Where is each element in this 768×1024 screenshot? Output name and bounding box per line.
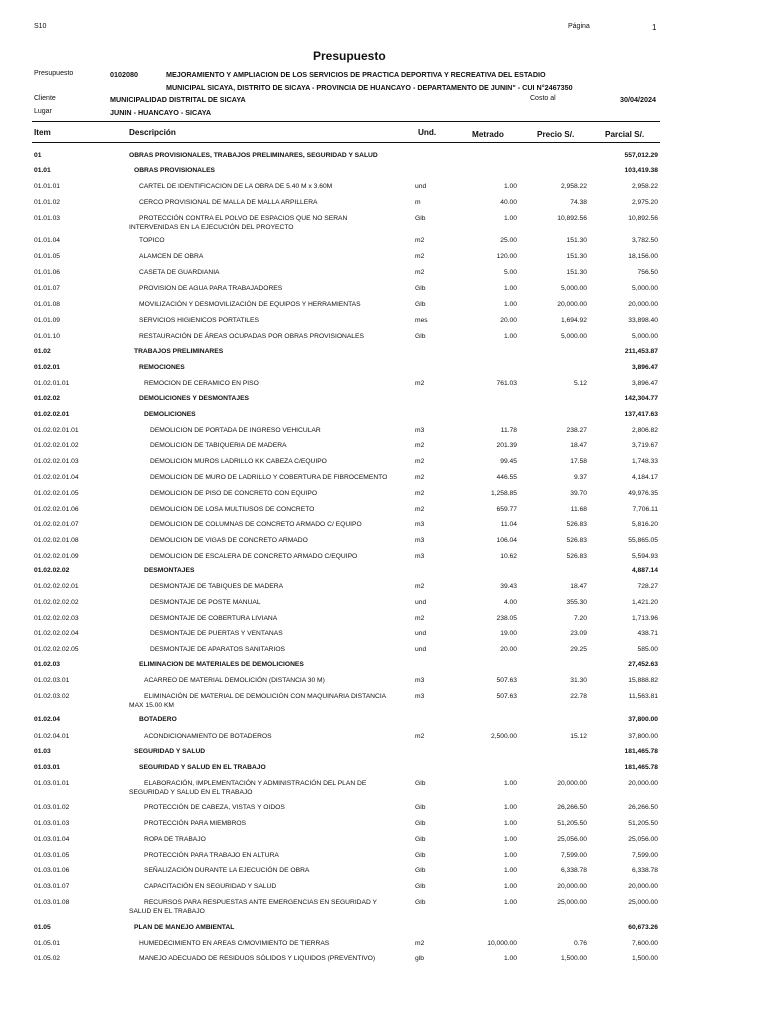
- item-code: 01.02.02.01.06: [34, 506, 79, 513]
- item-code: 01.01.05: [34, 253, 61, 260]
- unit: m2: [415, 237, 425, 244]
- item-description: PROTECCIÓN PARA MIEMBROS: [144, 820, 247, 827]
- parcial: 3,782.50: [631, 237, 658, 244]
- unit: Glb: [415, 215, 426, 222]
- metrado: 5.00: [503, 269, 517, 276]
- item-description: BOTADERO: [139, 716, 177, 723]
- item-description: MOVILIZACIÓN Y DESMOVILIZACIÓN DE EQUIPOS Y HERRAMIENTAS: [139, 301, 361, 308]
- item-code: 01.02.02.02: [34, 567, 70, 574]
- parcial: 15,888.82: [628, 677, 658, 684]
- metrado: 1.00: [503, 820, 517, 827]
- col-header-und: Und.: [418, 128, 437, 137]
- parcial: 20,000.00: [628, 883, 658, 890]
- parcial: 103,419.38: [624, 167, 658, 174]
- precio: 0.76: [573, 940, 587, 947]
- item-description: SEGURIDAD Y SALUD EN EL TRABAJO: [139, 764, 266, 771]
- item-code: 01.02.02.01.01: [34, 427, 79, 434]
- precio: 10,892.56: [557, 215, 587, 222]
- item-code: 01.03.01.01: [34, 780, 70, 787]
- metrado: 4.00: [503, 599, 517, 606]
- item-description: RECURSOS PARA RESPUESTAS ANTE EMERGENCIAS EN SEGURIDAD Y: [144, 899, 377, 906]
- unit: m3: [415, 553, 425, 560]
- unit: Glb: [415, 820, 426, 827]
- item-code: 01.03.01.03: [34, 820, 70, 827]
- parcial: 7,600.00: [631, 940, 658, 947]
- metrado: 99.45: [500, 458, 517, 465]
- precio: 25,000.00: [557, 899, 587, 906]
- parcial: 5,594.93: [631, 553, 658, 560]
- metrado: 1.00: [503, 867, 517, 874]
- parcial: 6,338.78: [631, 867, 658, 874]
- metrado: 659.77: [496, 506, 517, 513]
- precio: 51,205.50: [557, 820, 587, 827]
- unit: m2: [415, 458, 425, 465]
- cliente-value: MUNICIPALIDAD DISTRITAL DE SICAYA: [110, 95, 246, 104]
- parcial: 585.00: [637, 646, 658, 653]
- item-code: 01.02.02.02.02: [34, 599, 79, 606]
- col-header-precio: Precio S/.: [537, 130, 575, 139]
- cliente-label: Cliente: [34, 95, 56, 102]
- unit: und: [415, 183, 427, 190]
- parcial: 10,892.56: [628, 215, 658, 222]
- precio: 22.78: [570, 693, 587, 700]
- item-description-cont: INTERVENIDAS EN LA EJECUCIÓN DEL PROYECTO: [129, 224, 294, 231]
- parcial: 55,865.05: [628, 537, 658, 544]
- unit: Glb: [415, 836, 426, 843]
- precio: 1,500.00: [560, 955, 587, 962]
- unit: m3: [415, 677, 425, 684]
- item-description: REMOCIONES: [139, 364, 185, 371]
- unit: m2: [415, 253, 425, 260]
- metrado: 1.00: [503, 804, 517, 811]
- metrado: 1.00: [503, 899, 517, 906]
- unit: Glb: [415, 333, 426, 340]
- parcial: 25,056.00: [628, 836, 658, 843]
- metrado: 1.00: [503, 333, 517, 340]
- item-code: 01.02.02.01.07: [34, 521, 79, 528]
- item-description: OBRAS PROVISIONALES: [134, 167, 216, 174]
- presupuesto-label: Presupuesto: [34, 70, 74, 77]
- item-description: REMOCION DE CERAMICO EN PISO: [144, 380, 259, 387]
- item-code: 01.01.10: [34, 333, 61, 340]
- metrado: 10,000.00: [487, 940, 517, 947]
- precio: 5,000.00: [560, 285, 587, 292]
- parcial: 2,806.82: [631, 427, 658, 434]
- item-description: CASETA DE GUARDIANIA: [139, 269, 220, 276]
- precio: 7.20: [573, 615, 587, 622]
- unit: m3: [415, 427, 425, 434]
- parcial: 181,465.78: [624, 748, 658, 755]
- item-description: ELABORACIÓN, IMPLEMENTACIÓN Y ADMINISTRACIÓN DEL PLAN DE: [144, 780, 367, 787]
- item-description: DEMOLICION DE LOSA MULTIUSOS DE CONCRETO: [150, 506, 315, 513]
- precio: 20,000.00: [557, 301, 587, 308]
- parcial: 4,184.17: [631, 474, 658, 481]
- unit: m3: [415, 537, 425, 544]
- parcial: 20,000.00: [628, 780, 658, 787]
- item-description-cont: SALUD EN EL TRABAJO: [129, 908, 205, 915]
- item-code: 01.02.02.01.04: [34, 474, 79, 481]
- item-description: HUMEDECIMIENTO EN AREAS C/MOVIMIENTO DE TIERRAS: [139, 940, 330, 947]
- unit: Glb: [415, 867, 426, 874]
- item-description: DEMOLICION DE ESCALERA DE CONCRETO ARMADO C/EQUIPO: [150, 553, 358, 560]
- parcial: 1,421.20: [631, 599, 658, 606]
- parcial: 1,500.00: [631, 955, 658, 962]
- precio: 29.25: [570, 646, 587, 653]
- metrado: 1.00: [503, 836, 517, 843]
- metrado: 1.00: [503, 301, 517, 308]
- precio: 151.30: [566, 269, 587, 276]
- parcial: 3,719.67: [631, 442, 658, 449]
- precio: 74.38: [570, 199, 587, 206]
- item-description: TOPICO: [139, 237, 165, 244]
- item-description: DESMONTAJE DE APARATOS SANITARIOS: [150, 646, 286, 653]
- metrado: 11.78: [500, 427, 517, 434]
- metrado: 25.00: [500, 237, 517, 244]
- item-code: 01.02.01.01: [34, 380, 70, 387]
- item-description-cont: SEGURIDAD Y SALUD EN EL TRABAJO: [129, 789, 253, 796]
- metrado: 1.00: [503, 883, 517, 890]
- col-header-descripcion: Descripción: [129, 128, 176, 137]
- costo-date: 30/04/2024: [620, 95, 656, 104]
- item-description: MANEJO ADECUADO DE RESIDUOS SÓLIDOS Y LIQUIDOS (PREVENTIVO): [139, 955, 376, 962]
- precio: 6,338.78: [560, 867, 587, 874]
- page-title: Presupuesto: [313, 49, 386, 63]
- item-code: 01.01.06: [34, 269, 61, 276]
- item-description: OBRAS PROVISIONALES, TRABAJOS PRELIMINARES, SEGURIDAD Y SALUD: [129, 152, 378, 159]
- item-code: 01.02.03.02: [34, 693, 70, 700]
- item-description: ALAMCEN DE OBRA: [139, 253, 204, 260]
- precio: 11.68: [570, 506, 587, 513]
- item-description: DEMOLICION DE PISO DE CONCRETO CON EQUIPO: [150, 490, 318, 497]
- unit: mes: [415, 317, 428, 324]
- unit: Glb: [415, 899, 426, 906]
- item-description: DEMOLICION DE MURO DE LADRILLO Y COBERTURA DE FIBROCEMENTO: [150, 474, 388, 481]
- item-code: 01.01.01: [34, 183, 61, 190]
- parcial: 7,599.00: [631, 852, 658, 859]
- item-code: 01.05.01: [34, 940, 61, 947]
- unit: glb: [415, 955, 424, 962]
- item-description: PROTECCIÓN DE CABEZA, VISTAS Y OIDOS: [144, 804, 285, 811]
- unit: m2: [415, 583, 425, 590]
- parcial: 18,156.00: [628, 253, 658, 260]
- unit: Glb: [415, 285, 426, 292]
- parcial: 1,748.33: [631, 458, 658, 465]
- parcial: 137,417.63: [624, 411, 658, 418]
- col-header-item: Item: [34, 128, 51, 137]
- item-code: 01.02.03.01: [34, 677, 70, 684]
- precio: 355.30: [566, 599, 587, 606]
- precio: 5,000.00: [560, 333, 587, 340]
- parcial: 5,000.00: [631, 333, 658, 340]
- precio: 151.30: [566, 237, 587, 244]
- parcial: 33,898.40: [628, 317, 658, 324]
- metrado: 1.00: [503, 183, 517, 190]
- item-code: 01.01.03: [34, 215, 61, 222]
- precio: 526.83: [566, 537, 587, 544]
- metrado: 10.62: [500, 553, 517, 560]
- parcial: 211,453.87: [624, 348, 658, 355]
- item-description: DESMONTAJE DE TABIQUES DE MADERA: [150, 583, 284, 590]
- unit: und: [415, 630, 427, 637]
- item-code: 01.02.02.01.02: [34, 442, 79, 449]
- unit: m2: [415, 506, 425, 513]
- parcial: 142,304.77: [624, 395, 658, 402]
- precio: 2,958.22: [560, 183, 587, 190]
- unit: m: [415, 199, 421, 206]
- item-description-cont: MAX 15.00 KM: [129, 702, 174, 709]
- metrado: 1.00: [503, 215, 517, 222]
- parcial: 3,896.47: [631, 364, 658, 371]
- project-name-line2: MUNICIPAL SICAYA, DISTRITO DE SICAYA - PROVINCIA DE HUANCAYO - DEPARTAMENTO DE JUNIN" - CUI N°2467350: [166, 83, 573, 92]
- precio: 25,056.00: [557, 836, 587, 843]
- unit: m2: [415, 733, 425, 740]
- item-code: 01.02.02.02.04: [34, 630, 79, 637]
- parcial: 20,000.00: [628, 301, 658, 308]
- precio: 20,000.00: [557, 780, 587, 787]
- metrado: 1.00: [503, 285, 517, 292]
- project-name-line1: MEJORAMIENTO Y AMPLIACION DE LOS SERVICIOS DE PRACTICA DEPORTIVA Y RECREATIVA DEL ESTADIO: [166, 70, 546, 79]
- precio: 31.30: [570, 677, 587, 684]
- item-code: 01.03.01.06: [34, 867, 70, 874]
- col-header-metrado: Metrado: [472, 130, 504, 139]
- item-code: 01.01.08: [34, 301, 61, 308]
- item-code: 01.03.01.04: [34, 836, 70, 843]
- unit: m2: [415, 615, 425, 622]
- item-description: CARTEL DE IDENTIFICACION DE LA OBRA DE 5.40 M x 3.60M: [139, 183, 333, 190]
- unit: Glb: [415, 883, 426, 890]
- item-code: 01.03.01.08: [34, 899, 70, 906]
- item-code: 01.01: [34, 167, 51, 174]
- unit: m2: [415, 940, 425, 947]
- precio: 151.30: [566, 253, 587, 260]
- parcial: 5,816.20: [631, 521, 658, 528]
- metrado: 761.03: [496, 380, 517, 387]
- item-code: 01.03.01.02: [34, 804, 70, 811]
- parcial: 11,563.81: [628, 693, 658, 700]
- item-description: ELIMINACION DE MATERIALES DE DEMOLICIONES: [139, 661, 304, 668]
- precio: 26,266.50: [557, 804, 587, 811]
- item-description: SEÑALIZACIÓN DURANTE LA EJECUCIÓN DE OBRA: [144, 867, 310, 874]
- parcial: 756.50: [637, 269, 658, 276]
- item-code: 01.01.04: [34, 237, 61, 244]
- lugar-value: JUNIN - HUANCAYO - SICAYA: [110, 108, 212, 117]
- item-code: 01.02.04: [34, 716, 61, 723]
- item-description: CAPACITACIÓN EN SEGURIDAD Y SALUD: [144, 883, 277, 890]
- metrado: 106.04: [496, 537, 517, 544]
- item-code: 01.02.02.02.05: [34, 646, 79, 653]
- precio: 20,000.00: [557, 883, 587, 890]
- unit: Glb: [415, 804, 426, 811]
- parcial: 181,465.78: [624, 764, 658, 771]
- parcial: 37,800.00: [628, 716, 658, 723]
- parcial: 2,958.22: [631, 183, 658, 190]
- parcial: 1,713.96: [631, 615, 658, 622]
- unit: m2: [415, 490, 425, 497]
- item-description: DEMOLICION MUROS LADRILLO KK CABEZA C/EQUIPO: [150, 458, 327, 465]
- parcial: 728.27: [637, 583, 658, 590]
- metrado: 507.63: [496, 693, 517, 700]
- costo-label: Costo al: [530, 95, 556, 102]
- item-code: 01.03.01.07: [34, 883, 70, 890]
- item-description: DEMOLICION DE COLUMNAS DE CONCRETO ARMADO C/ EQUIPO: [150, 521, 362, 528]
- unit: m2: [415, 380, 425, 387]
- metrado: 120.00: [496, 253, 517, 260]
- precio: 17.58: [570, 458, 587, 465]
- precio: 39.70: [570, 490, 587, 497]
- parcial: 4,887.14: [631, 567, 658, 574]
- item-code: 01.05: [34, 924, 51, 931]
- item-description: DESMONTAJES: [144, 567, 195, 574]
- item-description: DEMOLICION DE PORTADA DE INGRESO VEHICULAR: [150, 427, 321, 434]
- item-code: 01.02: [34, 348, 51, 355]
- parcial: 49,976.35: [628, 490, 658, 497]
- unit: Glb: [415, 301, 426, 308]
- item-code: 01.02.02.01: [34, 411, 70, 418]
- metrado: 19.00: [500, 630, 517, 637]
- metrado: 201.39: [496, 442, 517, 449]
- metrado: 40.00: [500, 199, 517, 206]
- metrado: 11.04: [500, 521, 517, 528]
- metrado: 39.43: [500, 583, 517, 590]
- parcial: 25,000.00: [628, 899, 658, 906]
- parcial: 2,975.20: [631, 199, 658, 206]
- precio: 15.12: [570, 733, 587, 740]
- item-code: 01.02.04.01: [34, 733, 70, 740]
- parcial: 5,000.00: [631, 285, 658, 292]
- unit: m2: [415, 442, 425, 449]
- page-number: 1: [652, 23, 657, 32]
- item-code: 01.02.03: [34, 661, 61, 668]
- item-description: SEGURIDAD Y SALUD: [134, 748, 206, 755]
- page-label: Página: [568, 23, 590, 30]
- col-header-parcial: Parcial S/.: [605, 130, 645, 139]
- item-description: DEMOLICIONES Y DESMONTAJES: [139, 395, 249, 402]
- precio: 18.47: [570, 583, 587, 590]
- item-code: 01.02.02.02.01: [34, 583, 79, 590]
- metrado: 1.00: [503, 780, 517, 787]
- item-description: DEMOLICIONES: [144, 411, 196, 418]
- parcial: 7,706.11: [632, 506, 658, 513]
- item-code: 01.02.01: [34, 364, 61, 371]
- precio: 18.47: [570, 442, 587, 449]
- item-description: ROPA DE TRABAJO: [144, 836, 206, 843]
- precio: 526.83: [566, 553, 587, 560]
- item-description: PROTECCIÓN PARA TRABAJO EN ALTURA: [144, 852, 279, 859]
- item-description: DESMONTAJE DE PUERTAS Y VENTANAS: [150, 630, 283, 637]
- unit: m2: [415, 474, 425, 481]
- item-description: SERVICIOS HIGIENICOS PORTATILES: [139, 317, 259, 324]
- metrado: 1,258.85: [490, 490, 517, 497]
- item-code: 01.01.09: [34, 317, 61, 324]
- parcial: 37,800.00: [628, 733, 658, 740]
- item-code: 01.01.02: [34, 199, 61, 206]
- unit: m2: [415, 269, 425, 276]
- item-description: DESMONTAJE DE COBERTURA LIVIANA: [150, 615, 278, 622]
- unit: m3: [415, 693, 425, 700]
- unit: und: [415, 646, 427, 653]
- parcial: 51,205.50: [628, 820, 658, 827]
- item-code: 01.02.02.01.08: [34, 537, 79, 544]
- item-code: 01.05.02: [34, 955, 61, 962]
- unit: Glb: [415, 780, 426, 787]
- presupuesto-code: 0102080: [110, 70, 138, 79]
- metrado: 20.00: [500, 646, 517, 653]
- item-code: 01.02.02.01.09: [34, 553, 79, 560]
- item-description: PROVISION DE AGUA PARA TRABAJADORES: [139, 285, 283, 292]
- item-description: ACARREO DE MATERIAL DEMOLICIÓN (DISTANCIA 30 M): [144, 677, 325, 684]
- item-description: PROTECCIÓN CONTRA EL POLVO DE ESPACIOS QUE NO SERAN: [139, 215, 348, 222]
- precio: 5.12: [573, 380, 587, 387]
- item-description: ELIMINACIÓN DE MATERIAL DE DEMOLICIÓN CON MAQUINARIA DISTANCIA: [144, 693, 387, 700]
- item-description: TRABAJOS PRELIMINARES: [134, 348, 224, 355]
- item-description: DESMONTAJE DE POSTE MANUAL: [150, 599, 261, 606]
- unit: Glb: [415, 852, 426, 859]
- metrado: 238.05: [496, 615, 517, 622]
- item-code: 01.02.02: [34, 395, 61, 402]
- parcial: 27,452.63: [628, 661, 658, 668]
- parcial: 438.71: [637, 630, 658, 637]
- report-code: S10: [34, 23, 47, 30]
- parcial: 557,012.29: [624, 152, 658, 159]
- parcial: 60,673.26: [628, 924, 658, 931]
- precio: 526.83: [566, 521, 587, 528]
- item-description: PLAN DE MANEJO AMBIENTAL: [134, 924, 235, 931]
- item-code: 01.02.02.02.03: [34, 615, 79, 622]
- metrado: 446.55: [496, 474, 517, 481]
- precio: 9.37: [573, 474, 587, 481]
- item-code: 01.01.07: [34, 285, 61, 292]
- metrado: 507.63: [496, 677, 517, 684]
- metrado: 1.00: [503, 852, 517, 859]
- parcial: 26,266.50: [628, 804, 658, 811]
- precio: 238.27: [566, 427, 587, 434]
- item-description: CERCO PROVISIONAL DE MALLA DE MALLA ARPILLERA: [139, 199, 318, 206]
- item-code: 01.02.02.01.05: [34, 490, 79, 497]
- unit: und: [415, 599, 427, 606]
- lugar-label: Lugar: [34, 108, 52, 115]
- metrado: 2,500.00: [490, 733, 517, 740]
- item-code: 01: [34, 152, 42, 159]
- parcial: 3,896.47: [631, 380, 658, 387]
- item-description: DEMOLICION DE VIGAS DE CONCRETO ARMADO: [150, 537, 308, 544]
- item-code: 01.03: [34, 748, 51, 755]
- item-description: RESTAURACIÓN DE ÁREAS OCUPADAS POR OBRAS PROVISIONALES: [139, 333, 364, 340]
- item-description: ACONDICIONAMIENTO DE BOTADEROS: [144, 733, 272, 740]
- item-code: 01.03.01: [34, 764, 61, 771]
- precio: 23.09: [570, 630, 587, 637]
- item-code: 01.03.01.05: [34, 852, 70, 859]
- item-description: DEMOLICION DE TABIQUERIA DE MADERA: [150, 442, 287, 449]
- metrado: 1.00: [503, 955, 517, 962]
- metrado: 20.00: [500, 317, 517, 324]
- precio: 7,599.00: [560, 852, 587, 859]
- precio: 1,694.92: [560, 317, 587, 324]
- item-code: 01.02.02.01.03: [34, 458, 79, 465]
- unit: m3: [415, 521, 425, 528]
